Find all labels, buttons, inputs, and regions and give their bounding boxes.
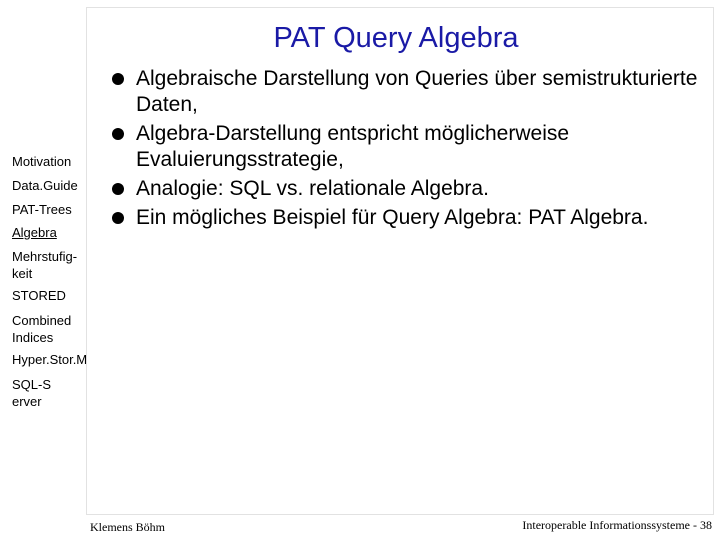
sidebar-item-dataguide[interactable]: Data.Guide [12,178,78,193]
bullet-item [112,121,712,173]
sidebar-item-sql-server[interactable]: SQL-Server [12,377,52,409]
bullet-text: Algebraische Darstellung von Queries über semistrukturierte Daten, [136,67,698,116]
footer-course: Interoperable Informationssysteme - 38 [522,518,712,532]
filled-circle-icon [112,128,124,140]
bullet-item [112,66,712,118]
bullet-text: Analogie: SQL vs. relationale Algebra. [136,177,489,200]
sidebar-item-pat-trees[interactable]: PAT-Trees [12,202,72,217]
sidebar-item-stored[interactable]: STORED [12,288,66,303]
sidebar-item-hyperstorm[interactable]: Hyper.Stor.M [12,352,88,367]
sidebar-item-algebra[interactable]: Algebra [12,225,57,240]
filled-circle-icon [112,212,124,224]
bullet-item [112,176,712,202]
bullet-item [112,205,712,231]
slide-title: PAT Query Algebra [273,22,519,54]
sidebar-item-motivation[interactable]: Motivation [12,154,72,169]
sidebar-item-combined-indices[interactable]: Combined Indices [12,313,72,345]
bullet-list [112,66,712,234]
sidebar-item-mehrstufigkeit[interactable]: Mehrstufig-keit [12,249,78,281]
bullet-text: Ein mögliches Beispiel für Query Algebra: PAT Algebra. [136,206,649,229]
footer-author: Klemens Böhm [90,520,165,534]
filled-circle-icon [112,183,124,195]
bullet-text: Algebra-Darstellung entspricht möglicherweise Evaluierungsstrategie, [136,122,570,171]
filled-circle-icon [112,73,124,85]
